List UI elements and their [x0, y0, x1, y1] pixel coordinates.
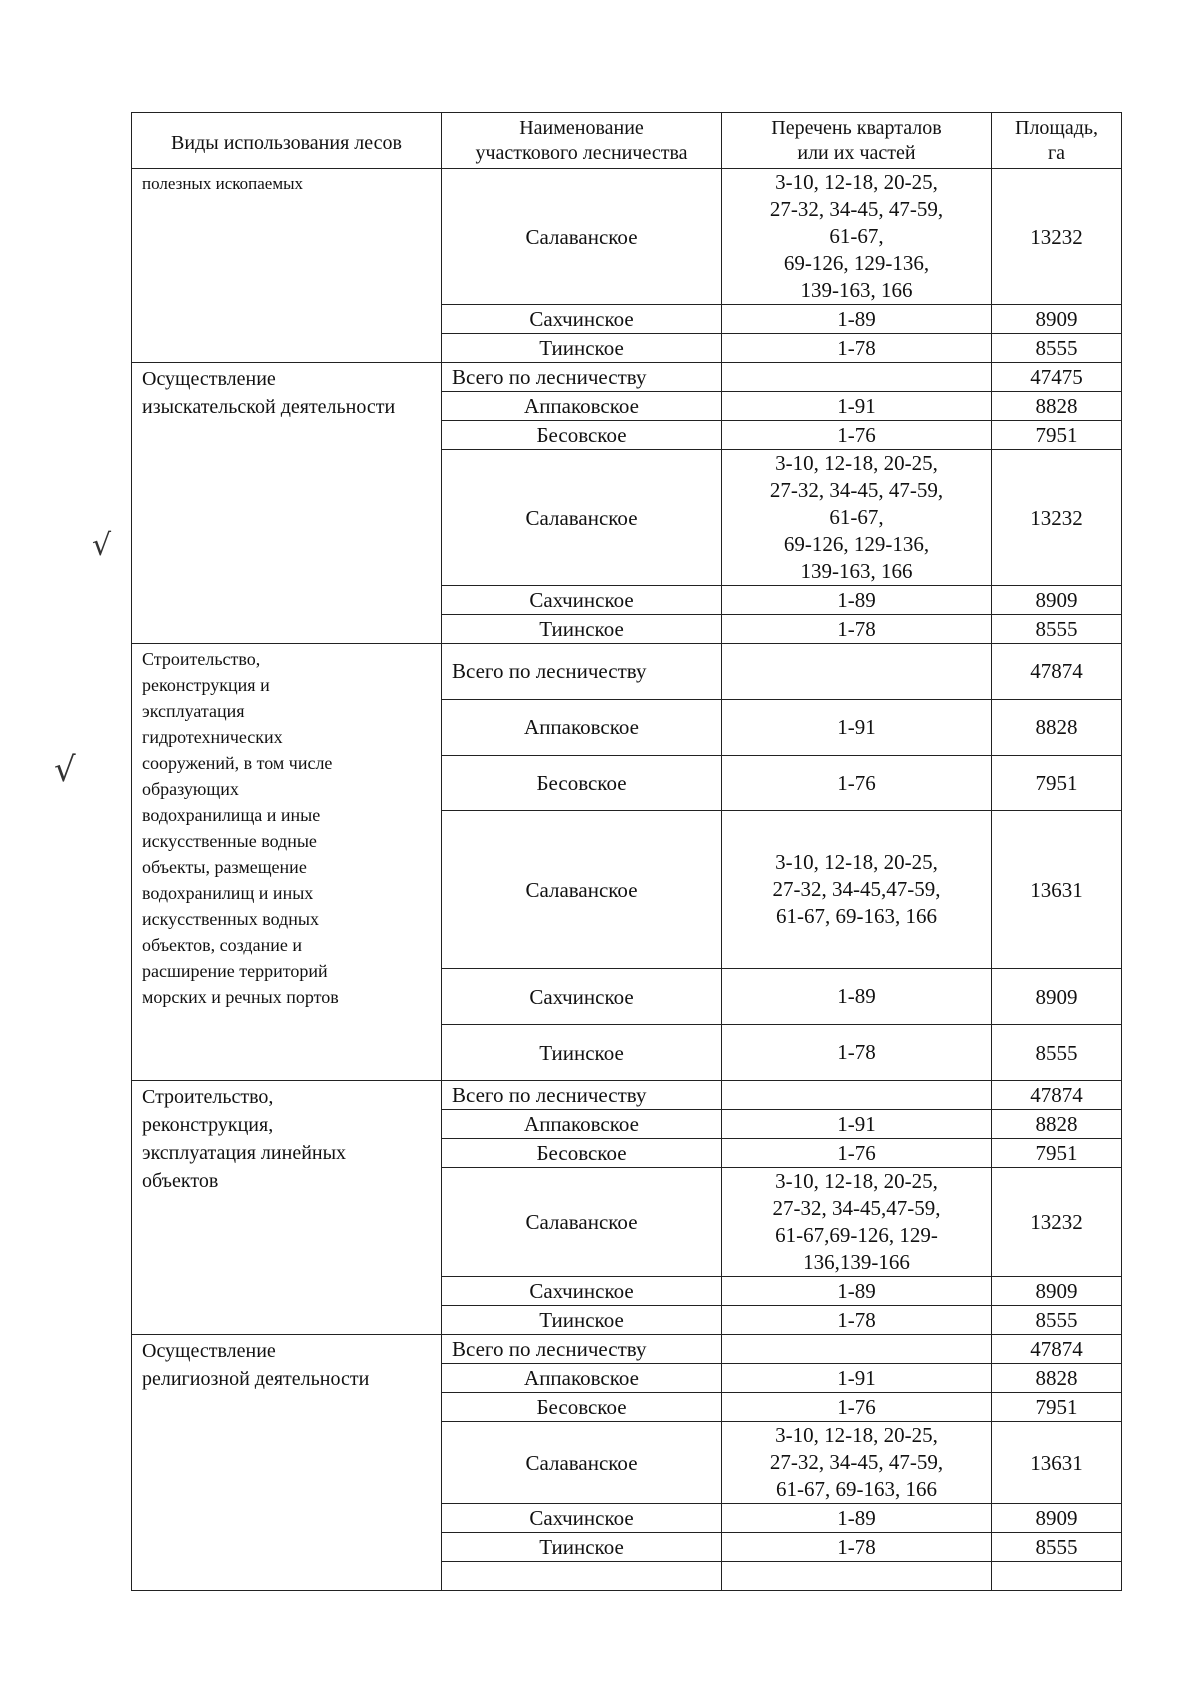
quarters-cell: 1-78	[722, 334, 992, 363]
quarters-cell: 3-10, 12-18, 20-25, 27-32, 34-45, 47-59, 61-67, 69-163, 166	[722, 1422, 992, 1504]
forestry-name-cell: Салаванское	[442, 450, 722, 586]
quarters-cell: 1-76	[722, 1139, 992, 1168]
usage-type-cell: полезных ископаемых	[132, 169, 442, 363]
area-cell: 7951	[992, 421, 1122, 450]
forestry-name-cell: Сахчинское	[442, 586, 722, 615]
quarters-cell: 1-78	[722, 1533, 992, 1562]
forestry-name-cell: Бесовское	[442, 421, 722, 450]
usage-type-cell: Строительство, реконструкция, эксплуатация линейных объектов	[132, 1081, 442, 1335]
usage-type-cell: Осуществление изыскательской деятельности	[132, 363, 442, 644]
table-total-row	[132, 1335, 1122, 1364]
forestry-name-cell: Тиинское	[442, 334, 722, 363]
area-cell: 47874	[992, 1335, 1122, 1364]
area-cell: 8555	[992, 1306, 1122, 1335]
area-cell: 8555	[992, 615, 1122, 644]
area-cell: 8555	[992, 1533, 1122, 1562]
area-cell: 13232	[992, 1168, 1122, 1277]
quarters-cell	[722, 1081, 992, 1110]
area-cell: 13631	[992, 1422, 1122, 1504]
quarters-cell: 1-91	[722, 392, 992, 421]
forestry-name-cell: Всего по лесничеству	[442, 363, 722, 392]
handwritten-check-mark: √	[92, 528, 112, 563]
quarters-cell: 1-89	[722, 969, 992, 1025]
quarters-cell: 1-76	[722, 421, 992, 450]
forestry-name-cell: Бесовское	[442, 755, 722, 811]
forestry-name-cell	[442, 1562, 722, 1591]
quarters-cell	[722, 644, 992, 700]
quarters-cell: 3-10, 12-18, 20-25, 27-32, 34-45, 47-59, 61-67, 69-126, 129-136, 139-163, 166	[722, 450, 992, 586]
usage-type-cell: Строительство, реконструкция и эксплуатация гидротехнических сооружений, в том числе образующих водохранилища и иные искусственные водные объекты, размещение водохранилищ и иных искусственных водных объектов, создание и расширение территорий морских и речных портов	[132, 644, 442, 1081]
table-row	[132, 169, 1122, 305]
quarters-cell: 1-76	[722, 755, 992, 811]
quarters-cell: 1-78	[722, 1025, 992, 1081]
quarters-cell: 3-10, 12-18, 20-25, 27-32, 34-45,47-59, 61-67, 69-163, 166	[722, 811, 992, 969]
forestry-name-cell: Всего по лесничеству	[442, 1335, 722, 1364]
forestry-name-cell: Аппаковское	[442, 1110, 722, 1139]
area-cell: 8909	[992, 305, 1122, 334]
forestry-name-cell: Салаванское	[442, 169, 722, 305]
forestry-name-cell: Бесовское	[442, 1393, 722, 1422]
forestry-name-cell: Сахчинское	[442, 969, 722, 1025]
table-total-row	[132, 363, 1122, 392]
quarters-cell: 1-89	[722, 1504, 992, 1533]
area-cell: 8909	[992, 1504, 1122, 1533]
header-usage: Виды использования лесов	[132, 113, 442, 169]
header-area: Площадь, га	[992, 113, 1122, 169]
area-cell	[992, 1562, 1122, 1591]
area-cell: 47475	[992, 363, 1122, 392]
forestry-name-cell: Аппаковское	[442, 392, 722, 421]
forestry-name-cell: Тиинское	[442, 1533, 722, 1562]
quarters-cell: 1-89	[722, 586, 992, 615]
forestry-name-cell: Аппаковское	[442, 1364, 722, 1393]
quarters-cell	[722, 1562, 992, 1591]
area-cell: 47874	[992, 644, 1122, 700]
quarters-cell: 1-91	[722, 1110, 992, 1139]
quarters-cell: 1-91	[722, 1364, 992, 1393]
forestry-name-cell: Тиинское	[442, 1306, 722, 1335]
forestry-name-cell: Аппаковское	[442, 699, 722, 755]
forestry-name-cell: Тиинское	[442, 615, 722, 644]
usage-type-cell: Осуществление религиозной деятельности	[132, 1335, 442, 1591]
quarters-cell: 1-89	[722, 305, 992, 334]
forestry-name-cell: Салаванское	[442, 1422, 722, 1504]
area-cell: 8555	[992, 334, 1122, 363]
quarters-cell: 3-10, 12-18, 20-25, 27-32, 34-45, 47-59, 61-67, 69-126, 129-136, 139-163, 166	[722, 169, 992, 305]
table-total-row	[132, 1081, 1122, 1110]
area-cell: 8828	[992, 1364, 1122, 1393]
area-cell: 7951	[992, 1393, 1122, 1422]
area-cell: 7951	[992, 1139, 1122, 1168]
forestry-name-cell: Салаванское	[442, 811, 722, 969]
area-cell: 13232	[992, 169, 1122, 305]
area-cell: 8828	[992, 1110, 1122, 1139]
forestry-name-cell: Всего по лесничеству	[442, 644, 722, 700]
area-cell: 8828	[992, 699, 1122, 755]
quarters-cell: 3-10, 12-18, 20-25, 27-32, 34-45,47-59, 61-67,69-126, 129- 136,139-166	[722, 1168, 992, 1277]
area-cell: 8909	[992, 969, 1122, 1025]
forestry-name-cell: Всего по лесничеству	[442, 1081, 722, 1110]
forestry-name-cell: Салаванское	[442, 1168, 722, 1277]
quarters-cell: 1-76	[722, 1393, 992, 1422]
table-total-row	[132, 644, 1122, 700]
area-cell: 7951	[992, 755, 1122, 811]
quarters-cell: 1-78	[722, 1306, 992, 1335]
forestry-name-cell: Тиинское	[442, 1025, 722, 1081]
area-cell: 8909	[992, 1277, 1122, 1306]
area-cell: 8828	[992, 392, 1122, 421]
table-header-row	[132, 113, 1122, 169]
forestry-name-cell: Сахчинское	[442, 1277, 722, 1306]
area-cell: 47874	[992, 1081, 1122, 1110]
forest-usage-table	[131, 112, 1122, 1591]
area-cell: 8555	[992, 1025, 1122, 1081]
forestry-name-cell: Сахчинское	[442, 305, 722, 334]
header-quarters: Перечень кварталов или их частей	[722, 113, 992, 169]
quarters-cell	[722, 363, 992, 392]
forestry-name-cell: Бесовское	[442, 1139, 722, 1168]
area-cell: 13232	[992, 450, 1122, 586]
header-forestry-name: Наименование участкового лесничества	[442, 113, 722, 169]
area-cell: 8909	[992, 586, 1122, 615]
area-cell: 13631	[992, 811, 1122, 969]
forestry-name-cell: Сахчинское	[442, 1504, 722, 1533]
quarters-cell	[722, 1335, 992, 1364]
quarters-cell: 1-89	[722, 1277, 992, 1306]
handwritten-check-mark: √	[54, 750, 76, 790]
quarters-cell: 1-78	[722, 615, 992, 644]
quarters-cell: 1-91	[722, 699, 992, 755]
